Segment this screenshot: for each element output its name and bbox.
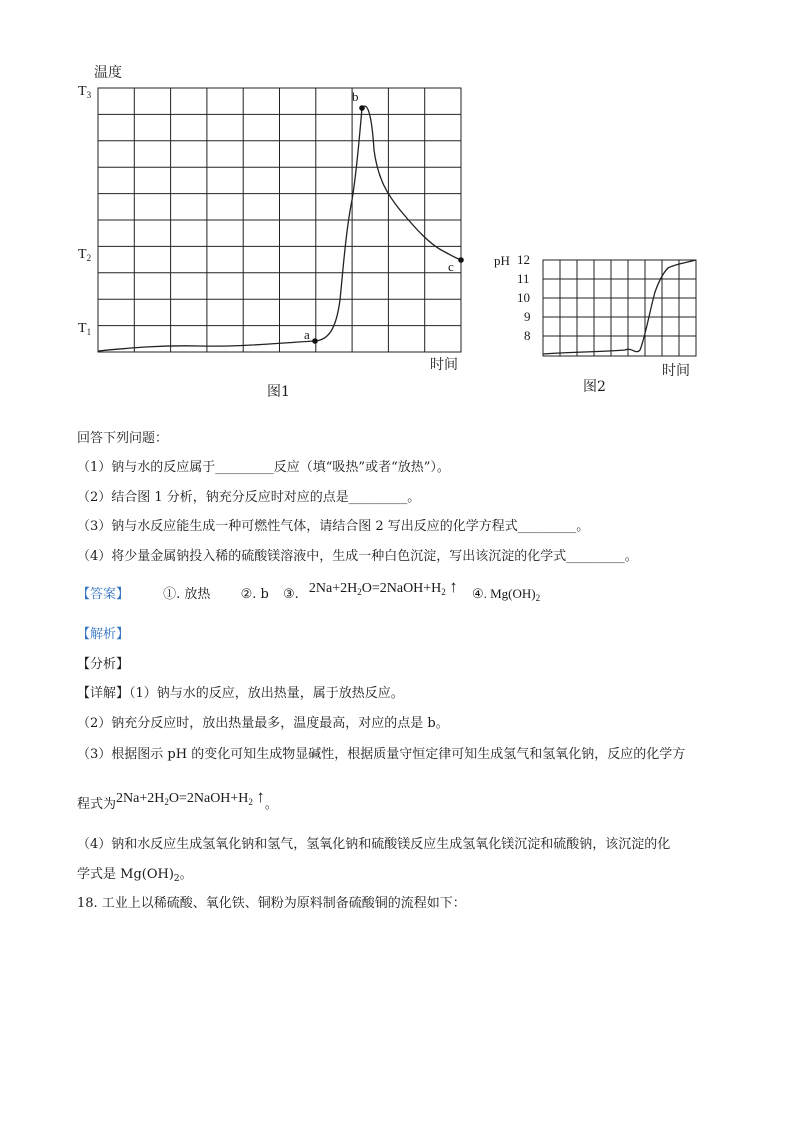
figure1-point-c-marker: [458, 257, 464, 263]
answer-2: ②. b: [240, 587, 269, 602]
answer-line: [77, 577, 541, 607]
answer-3-prefix: ③.: [282, 587, 299, 602]
question-4: （4）将少量金属钠投入稀的硫酸镁溶液中，生成一种白色沉淀，写出该沉淀的化学式_________。: [77, 549, 638, 564]
analysis-fenxi-tag: 【分析】: [77, 657, 130, 672]
figure1-y-tick-t3: $T_3$: [78, 84, 92, 100]
figure1-x-axis-label: 时间: [430, 357, 458, 373]
question-2: （2）结合图 1 分析，钠充分反应时对应的点是_________。: [77, 490, 421, 505]
figure2-grid: [543, 260, 696, 356]
detail-4-line2: 学式是 $Mg(OH)_2$。: [77, 867, 193, 884]
figure1-point-b-label: b: [352, 89, 359, 104]
figure2-y-tick-12: 12: [517, 252, 530, 267]
figure1-point-b-marker: [359, 105, 365, 111]
figure2-y-tick-11: 11: [517, 271, 530, 286]
question-3: （3）钠与水反应能生成一种可燃性气体，请结合图 2 写出反应的化学方程式_________。: [77, 519, 590, 534]
figure2-caption: 图2: [583, 379, 606, 395]
question-1: （1）钠与水的反应属于_________反应（填“吸热”或者“放热”）。: [77, 460, 450, 475]
intro-text: 回答下列问题：: [77, 431, 169, 446]
figure1-caption: 图1: [267, 384, 290, 400]
detail-3: （3）根据图示 pH 的变化可知生成物显碱性，根据质量守恒定律可知生成氢气和氢氧化钠，反应的化学方: [77, 747, 686, 762]
figure1-point-a-label: a: [304, 327, 310, 342]
figure1-y-axis-label: 温度: [94, 65, 122, 81]
figure2-y-tick-8: 8: [524, 328, 531, 343]
answer-tag: 【答案】: [77, 587, 130, 602]
detail-3-equation-line: 程式为$2Na+2H_2O=2NaOH+H_2$ ↑。: [77, 787, 278, 812]
figure2-y-axis-label: pH: [494, 253, 510, 268]
detail-4-line1: （4）钠和水反应生成氢氧化钠和氢气，氢氧化钠和硫酸镁反应生成氢氧化镁沉淀和硫酸钠，该沉淀的化: [77, 837, 671, 852]
figure2-y-tick-10: 10: [517, 290, 530, 305]
detail-2: （2）钠充分反应时，放出热量最多，温度最高，对应的点是 b。: [77, 716, 449, 731]
answer-3-equation: $2Na+2H_2O=2NaOH+H_2$ ↑: [308, 577, 458, 597]
figure2-x-axis-label: 时间: [662, 363, 690, 379]
figure2-y-tick-9: 9: [524, 309, 531, 324]
answer-1: ①. 放热: [163, 587, 211, 602]
figure2-ph-curve: [543, 260, 696, 354]
next-question: 18. 工业上以稀硫酸、氧化铁、铜粉为原料制备硫酸铜的流程如下：: [77, 896, 466, 911]
figures: [0, 0, 800, 420]
figure1-point-c-label: c: [448, 259, 454, 274]
figure1-grid: [98, 88, 461, 352]
figure1-point-a-marker: [312, 338, 318, 344]
analysis-tag: 【解析】: [77, 627, 130, 642]
figure1-y-tick-t2: $T_2$: [78, 247, 92, 263]
answer-4: ④. $Mg(OH)_2$: [471, 586, 541, 603]
figure1-y-tick-t1: $T_1$: [78, 321, 92, 337]
detail-1: 【详解】（1）钠与水的反应，放出热量，属于放热反应。: [77, 686, 404, 701]
